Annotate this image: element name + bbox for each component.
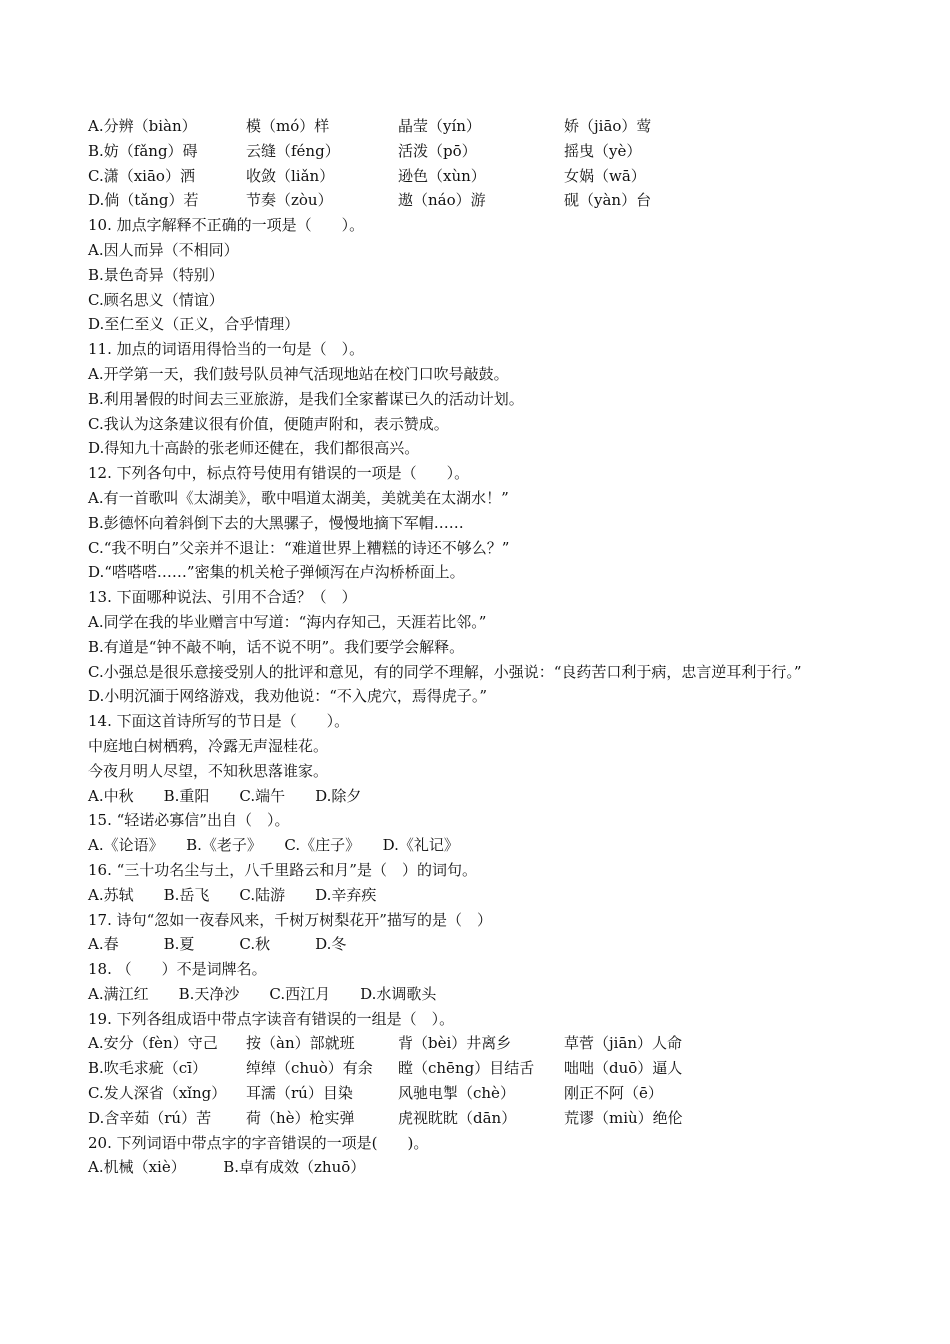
- option-cell: 按（àn）部就班: [246, 1034, 355, 1053]
- option-line: A.有一首歌叫《太湖美》，歌中唱道太湖美，美就美在太湖水！”: [88, 488, 509, 507]
- option-cell: 荷（hè）枪实弹: [246, 1108, 355, 1127]
- option-line: B.景色奇异（特别）: [88, 265, 224, 284]
- option-line: A.机械（xiè） B.卓有成效（zhuō）: [88, 1158, 366, 1177]
- q19-option-row: [88, 1056, 878, 1081]
- q9-option-row: [88, 188, 878, 213]
- question-stem: 15. “轻诺必寡信”出自（ ）。: [88, 811, 290, 830]
- option-cell: C.发人深省（xǐng）: [88, 1084, 227, 1103]
- option-line: D.得知九十高龄的张老师还健在，我们都很高兴。: [88, 439, 420, 458]
- option-cell: 绰绰（chuò）有余: [246, 1059, 373, 1078]
- option-cell: 收敛（liǎn）: [246, 166, 335, 185]
- option-cell: 逊色（xùn）: [398, 166, 486, 185]
- option-line: B.有道是“钟不敲不响，话不说不明”。我们要学会解释。: [88, 637, 465, 656]
- question-stem: 14. 下面这首诗所写的节日是（ ）。: [88, 712, 350, 731]
- option-line: C.顾名思义（情谊）: [88, 290, 224, 309]
- option-line: D.小明沉湎于网络游戏，我劝他说：“不入虎穴，焉得虎子。”: [88, 687, 488, 706]
- option-cell: 摇曳（yè）: [564, 141, 642, 160]
- option-cell: 瞠（chēng）目结舌: [398, 1059, 535, 1078]
- q9-option-row: [88, 139, 878, 164]
- option-cell: 节奏（zòu）: [246, 191, 333, 210]
- option-line: C.“我不明白”父亲并不退让：“难道世界上糟糕的诗还不够么？”: [88, 538, 510, 557]
- option-cell: B.妨（fǎng）碍: [88, 141, 198, 160]
- q9-option-row: [88, 164, 878, 189]
- option-cell: 荒谬（miù）绝伦: [564, 1108, 683, 1127]
- option-cell: 娇（jiāo）莺: [564, 117, 652, 135]
- question-stem: 19. 下列各组成语中带点字读音有错误的一组是（ ）。: [88, 1009, 455, 1028]
- option-cell: 砚（yàn）台: [564, 191, 652, 210]
- question-stem: 10. 加点字解释不正确的一项是（ ）。: [88, 216, 365, 235]
- option-line: A.春 B.夏 C.秋 D.冬: [88, 935, 347, 954]
- q19-option-row: [88, 1081, 878, 1106]
- option-line: D.至仁至义（正义，合乎情理）: [88, 315, 300, 334]
- option-line: C.我认为这条建议很有价值，便随声附和，表示赞成。: [88, 414, 449, 433]
- option-cell: 模（mó）样: [246, 117, 330, 135]
- question-stem: 12. 下列各句中，标点符号使用有错误的一项是（ ）。: [88, 464, 470, 483]
- poem-line: 中庭地白树栖鸦，冷露无声湿桂花。: [88, 736, 329, 755]
- question-stem: 17. 诗句“忽如一夜春风来，千树万树梨花开”描写的是（ ）: [88, 910, 492, 929]
- option-line: C.小强总是很乐意接受别人的批评和意见，有的同学不理解，小强说：“良药苦口利于病，忠言逆耳利于行。”: [88, 662, 802, 681]
- option-cell: 虎视眈眈（dān）: [398, 1108, 517, 1127]
- option-cell: 云缝（féng）: [246, 141, 340, 160]
- question-stem: 13. 下面哪种说法、引用不合适？（ ）: [88, 588, 357, 607]
- poem-line: 今夜月明人尽望，不知秋思落谁家。: [88, 761, 329, 780]
- option-cell: 女娲（wā）: [564, 166, 646, 185]
- option-line: B.彭德怀向着斜倒下去的大黑骡子，慢慢地摘下军帽……: [88, 513, 464, 532]
- question-stem: 16. “三十功名尘与土，八千里路云和月”是（ ）的词句。: [88, 860, 477, 879]
- option-cell: 风驰电掣（chè）: [398, 1084, 515, 1103]
- option-cell: 咄咄（duō）逼人: [564, 1059, 683, 1078]
- question-stem: 18. （ ）不是词牌名。: [88, 960, 267, 979]
- option-cell: 背（bèi）井离乡: [398, 1034, 512, 1053]
- option-cell: 遨（náo）游: [398, 191, 486, 210]
- exam-page: [88, 114, 878, 1180]
- option-cell: A.安分（fèn）守己: [88, 1034, 218, 1053]
- option-cell: 刚正不阿（ē）: [564, 1084, 663, 1103]
- q19-option-row: [88, 1031, 878, 1056]
- q19-option-row: [88, 1106, 878, 1131]
- option-cell: D.含辛茹（rú）苦: [88, 1108, 212, 1127]
- option-line: D.“嗒嗒嗒……”密集的机关枪子弹倾泻在卢沟桥桥面上。: [88, 563, 465, 582]
- question-stem: 11. 加点的词语用得恰当的一句是（ ）。: [88, 340, 365, 359]
- option-cell: 草菅（jiān）人命: [564, 1034, 683, 1053]
- option-cell: 晶莹（yín）: [398, 117, 481, 135]
- option-cell: D.倘（tǎng）若: [88, 191, 199, 210]
- option-line: A.满江红 B.天净沙 C.西江月 D.水调歌头: [88, 984, 437, 1003]
- option-cell: A.分辨（biàn）: [88, 117, 197, 135]
- option-line: A.中秋 B.重阳 C.端午 D.除夕: [88, 786, 362, 805]
- option-cell: C.潇（xiāo）洒: [88, 166, 195, 185]
- option-cell: B.吹毛求疵（cī）: [88, 1059, 207, 1078]
- option-line: A.《论语》 B.《老子》 C.《庄子》 D.《礼记》: [88, 836, 459, 855]
- option-line: A.开学第一天，我们鼓号队员神气活现地站在校门口吹号敲鼓。: [88, 364, 509, 383]
- option-line: B.利用暑假的时间去三亚旅游，是我们全家蓄谋已久的活动计划。: [88, 389, 524, 408]
- q9-option-row: [88, 114, 878, 139]
- option-line: A.苏轼 B.岳飞 C.陆游 D.辛弃疾: [88, 885, 377, 904]
- option-line: A.同学在我的毕业赠言中写道：“海内存知己，天涯若比邻。”: [88, 612, 487, 631]
- option-line: A.因人而异（不相同）: [88, 240, 239, 259]
- question-stem: 20. 下列词语中带点字的字音错误的一项是( )。: [88, 1133, 429, 1152]
- option-cell: 活泼（pō）: [398, 141, 477, 160]
- option-cell: 耳濡（rú）目染: [246, 1084, 353, 1103]
